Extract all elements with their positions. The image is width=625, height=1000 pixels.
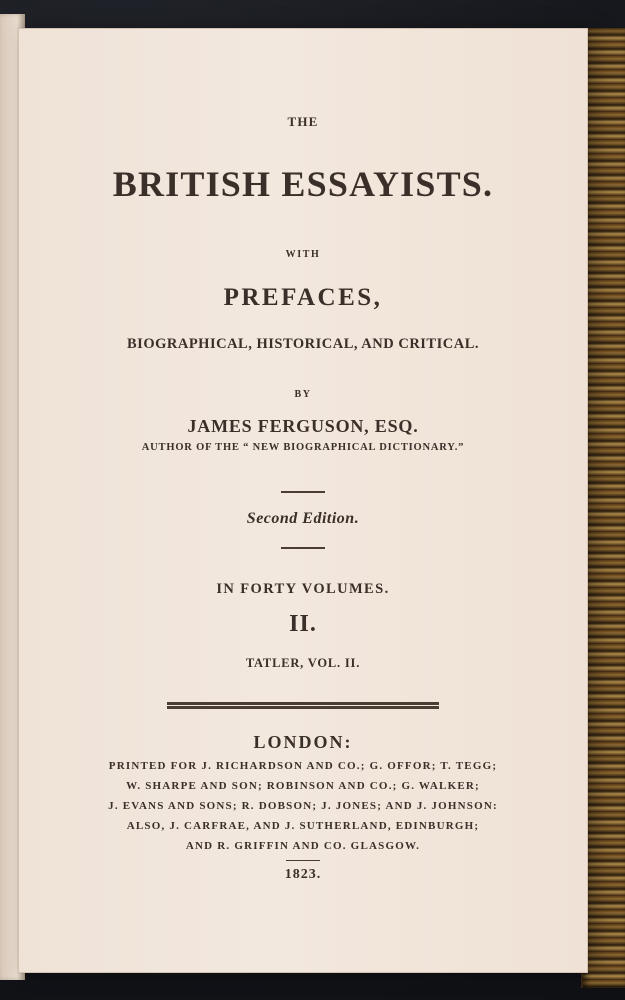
title-page <box>18 28 588 973</box>
line-by: BY <box>294 389 312 400</box>
volumes-line: IN FORTY VOLUMES. <box>216 581 390 597</box>
double-rule <box>167 702 439 705</box>
author-name: JAMES FERGUSON, ESQ. <box>187 416 419 436</box>
rule-bottom <box>286 860 320 861</box>
publication-city: LONDON: <box>253 732 353 752</box>
author-note: AUTHOR OF THE “ NEW BIOGRAPHICAL DICTIONARY.” <box>141 442 465 453</box>
publication-year: 1823. <box>284 867 322 882</box>
line-with: WITH <box>285 249 321 260</box>
section-title: PREFACES, <box>223 284 383 311</box>
volume-number: II. <box>289 611 317 637</box>
rule-top <box>281 491 325 493</box>
main-title: BRITISH ESSAYISTS. <box>112 164 494 204</box>
imprint-line-3: J. EVANS AND SONS; R. DOBSON; J. JONES; AND J. JOHNSON: <box>108 800 498 812</box>
edition-line: Second Edition. <box>246 510 360 527</box>
rule-middle <box>281 547 325 549</box>
imprint-line-5: AND R. GRIFFIN AND CO. GLASGOW. <box>185 840 421 852</box>
line-the: THE <box>287 114 319 129</box>
imprint-line-1: PRINTED FOR J. RICHARDSON AND CO.; G. OFFOR; T. TEGG; <box>108 760 498 772</box>
imprint-line-4: ALSO, J. CARFRAE, AND J. SUTHERLAND, EDINBURGH; <box>126 820 480 832</box>
subtitle: BIOGRAPHICAL, HISTORICAL, AND CRITICAL. <box>127 336 479 352</box>
volume-title: TATLER, VOL. II. <box>245 656 361 670</box>
imprint-line-2: W. SHARPE AND SON; ROBINSON AND CO.; G. WALKER; <box>126 780 480 792</box>
